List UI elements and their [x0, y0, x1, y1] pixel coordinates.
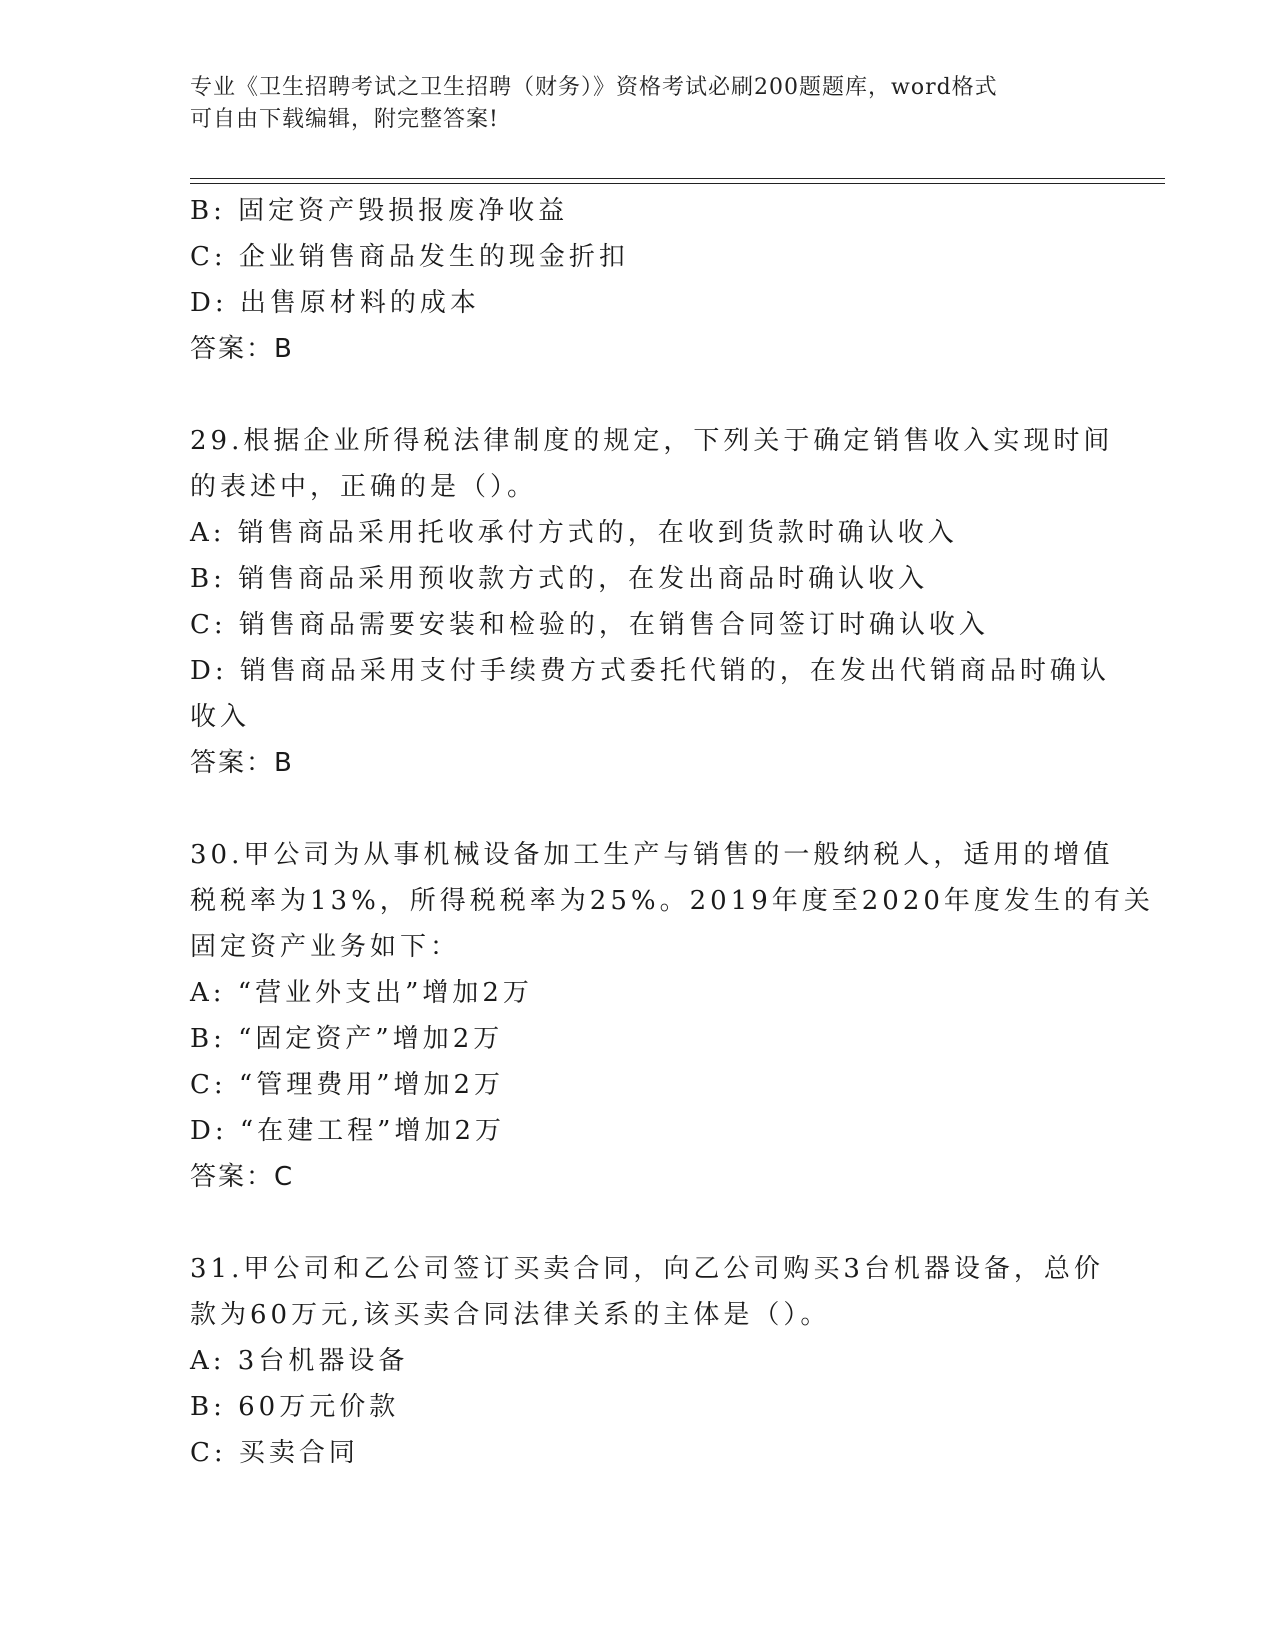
- question-28: [190, 188, 1090, 372]
- question-stem-line: 31.甲公司和乙公司签订买卖合同，向乙公司购买3台机器设备，总价: [190, 1254, 1104, 1284]
- option-d: D: 出售原材料的成本: [190, 288, 480, 318]
- option-d: D: 销售商品采用支付手续费方式委托代销的，在发出代销商品时确认: [190, 656, 1110, 686]
- header-double-rule: [190, 178, 1165, 184]
- option-b: B: “固定资产”增加2万: [190, 1024, 504, 1054]
- header-line-1: 专业《卫生招聘考试之卫生招聘（财务）》资格考试必刷200题题库，word格式: [190, 75, 998, 100]
- option-b: B: 销售商品采用预收款方式的，在发出商品时确认收入: [190, 564, 929, 594]
- option-d: D: “在建工程”增加2万: [190, 1116, 505, 1146]
- option-d-continued: 收入: [190, 702, 251, 732]
- option-a: A: 3台机器设备: [190, 1346, 409, 1376]
- question-31: [190, 1246, 1104, 1476]
- question-stem-line: 的表述中，正确的是（）。: [190, 472, 538, 502]
- option-a: A: 销售商品采用托收承付方式的，在收到货款时确认收入: [190, 518, 958, 548]
- question-stem-line: 税税率为13%，所得税税率为25%。2019年度至2020年度发生的有关: [190, 886, 1154, 916]
- option-c: C: “管理费用”增加2万: [190, 1070, 505, 1100]
- option-c: C: 买卖合同: [190, 1438, 359, 1468]
- option-a: A: “营业外支出”增加2万: [190, 978, 533, 1008]
- spacer: [190, 372, 1090, 418]
- question-stem-line: 29.根据企业所得税法律制度的规定，下列关于确定销售收入实现时间: [190, 426, 1114, 456]
- answer: 答案：C: [190, 1162, 295, 1192]
- question-stem-line: 款为60万元,该买卖合同法律关系的主体是（）。: [190, 1300, 831, 1330]
- option-c: C: 销售商品需要安装和检验的，在销售合同签订时确认收入: [190, 610, 989, 640]
- option-b: B: 60万元价款: [190, 1392, 400, 1422]
- header-line-2: 可自由下载编辑，附完整答案!: [190, 107, 499, 132]
- question-list: [190, 188, 1154, 1476]
- option-b: B: 固定资产毁损报废净收益: [190, 196, 569, 226]
- spacer: [190, 786, 1090, 832]
- question-29: [190, 418, 1114, 786]
- question-stem-line: 30.甲公司为从事机械设备加工生产与销售的一般纳税人，适用的增值: [190, 840, 1114, 870]
- question-30: [190, 832, 1154, 1200]
- option-c: C: 企业销售商品发生的现金折扣: [190, 242, 629, 272]
- answer: 答案：B: [190, 334, 294, 364]
- spacer: [190, 1200, 1090, 1246]
- answer: 答案：B: [190, 748, 294, 778]
- question-stem-line: 固定资产业务如下：: [190, 932, 461, 962]
- document-header: [190, 72, 1070, 136]
